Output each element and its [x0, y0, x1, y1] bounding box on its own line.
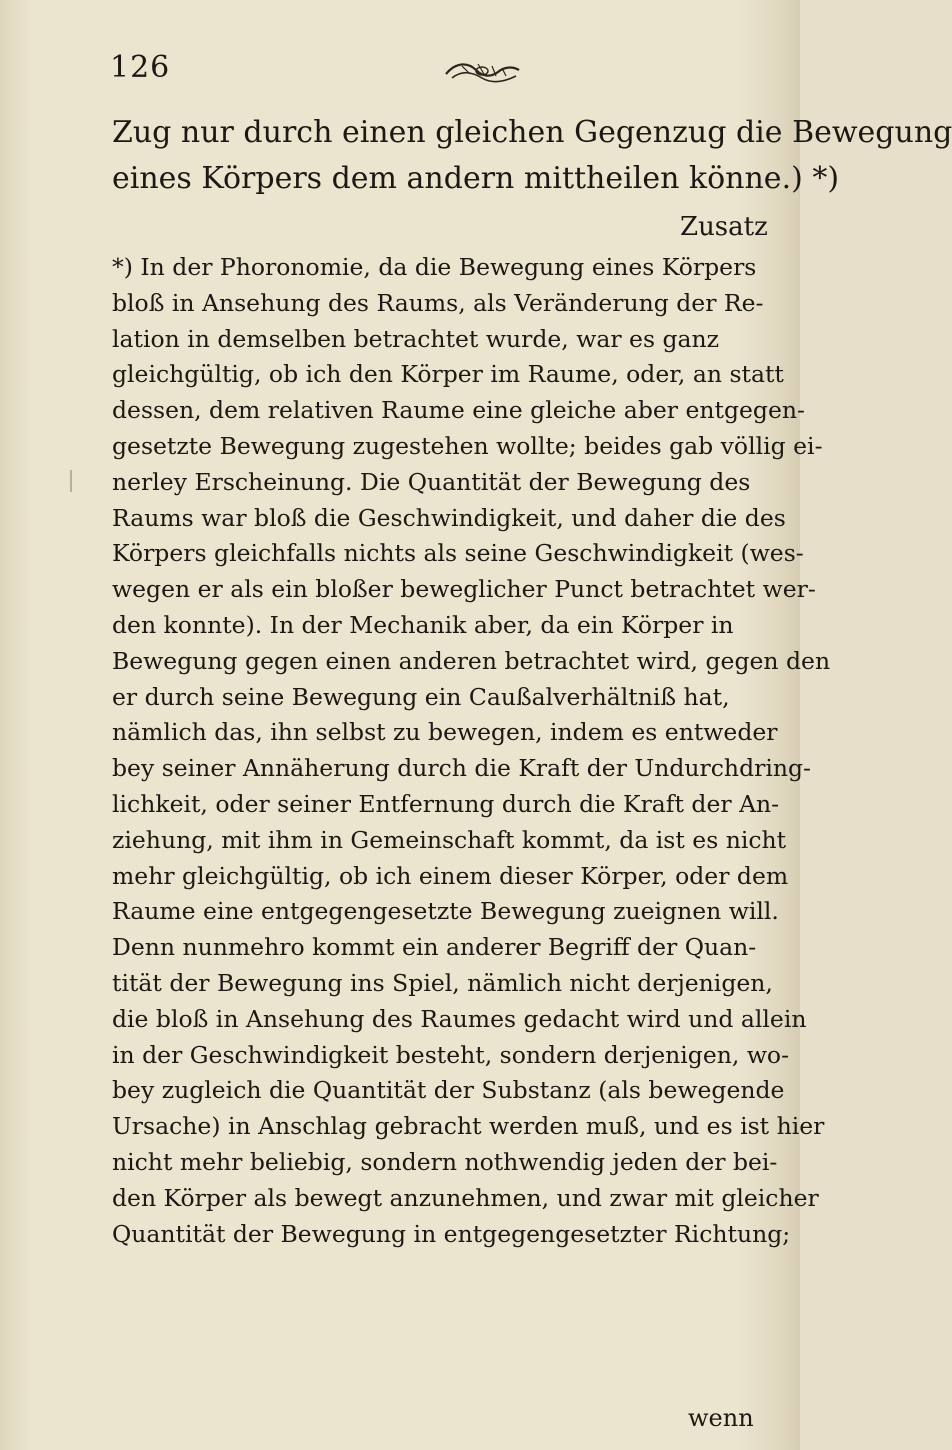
footnote-line: nerley Erscheinung. Die Quantität der Bewegung des [112, 467, 751, 496]
footnote-line: Quantität der Bewegung in entgegengesetzter Richtung; [112, 1219, 791, 1248]
footnote-line: bloß in Ansehung des Raums, als Veränderung der Re- [112, 288, 764, 317]
main-text-block [112, 110, 952, 202]
footnote-line: gesetzte Bewegung zugestehen wollte; beides gab völlig ei- [112, 431, 823, 460]
footnote-line: lation in demselben betrachtet wurde, war es ganz [112, 324, 720, 353]
footnote-line: mehr gleichgültig, ob ich einem dieser Körper, oder dem [112, 861, 789, 890]
main-text-line: eines Körpers dem andern mittheilen könne.) *) [112, 161, 840, 196]
footnote-line: den konnte). In der Mechanik aber, da ein Körper in [112, 610, 734, 639]
footnote-line: gleichgültig, ob ich den Körper im Raume, oder, an statt [112, 360, 784, 389]
footnote-line: er durch seine Bewegung ein Caußalverhältniß hat, [112, 682, 730, 711]
footnote-line: in der Geschwindigkeit besteht, sondern derjenigen, wo- [112, 1040, 790, 1069]
margin-mark [70, 470, 72, 492]
main-text-line: Zug nur durch einen gleichen Gegenzug die Bewegung [112, 115, 952, 150]
footnote-line: Bewegung gegen einen anderen betrachtet wird, gegen den [112, 646, 831, 675]
footnote-line: Ursache) in Anschlag gebracht werden muß, und es ist hier [112, 1112, 825, 1141]
footnote-block [112, 250, 831, 1252]
footnote-line: tität der Bewegung ins Spiel, nämlich nicht derjenigen, [112, 968, 773, 997]
footnote-line: lichkeit, oder seiner Entfernung durch die Kraft der An- [112, 789, 780, 818]
footnote-line: nämlich das, ihn selbst zu bewegen, indem es entweder [112, 718, 778, 747]
footnote-line: *) In der Phoronomie, da die Bewegung eines Körpers [112, 253, 757, 281]
footnote-line: die bloß in Ansehung des Raumes gedacht wird und allein [112, 1004, 807, 1033]
printers-ornament [442, 56, 522, 86]
footnote-line: Raume eine entgegengesetzte Bewegung zueignen will. [112, 897, 779, 926]
footnote-line: bey seiner Annäherung durch die Kraft der Undurchdring- [112, 754, 811, 783]
footnote-line: bey zugleich die Quantität der Substanz (als bewegende [112, 1076, 785, 1105]
footnote-line: Denn nunmehro kommt ein anderer Begriff der Quan- [112, 933, 757, 962]
footnote-line: Körpers gleichfalls nichts als seine Geschwindigkeit (wes- [112, 539, 804, 568]
footnote-line: den Körper als bewegt anzunehmen, und zwar mit gleicher [112, 1183, 819, 1212]
footnote-line: dessen, dem relativen Raume eine gleiche aber entgegen- [112, 396, 805, 425]
footnote-line: nicht mehr beliebig, sondern nothwendig jeden der bei- [112, 1147, 778, 1176]
footnote-line: wegen er als ein bloßer beweglicher Punct betrachtet wer- [112, 575, 816, 604]
footnote-line: ziehung, mit ihm in Gemeinschaft kommt, da ist es nicht [112, 825, 787, 854]
footnote-line: Raums war bloß die Geschwindigkeit, und daher die des [112, 503, 786, 532]
page-number: 126 [110, 50, 171, 85]
section-heading-zusatz: Zusatz [680, 212, 768, 242]
catchword: wenn [688, 1404, 754, 1432]
